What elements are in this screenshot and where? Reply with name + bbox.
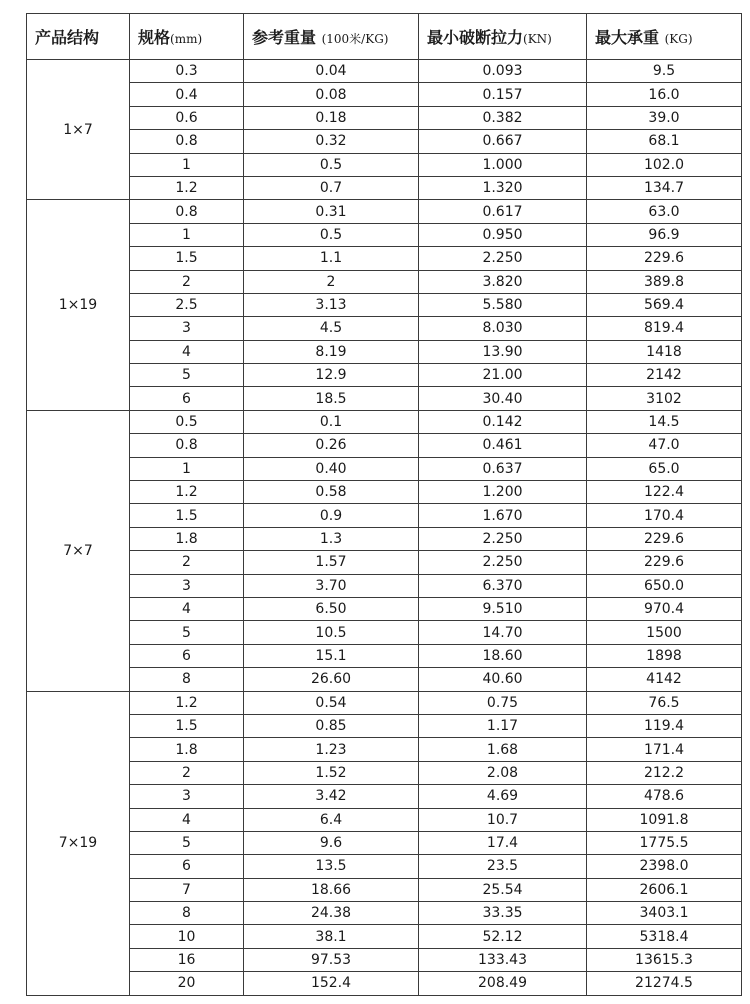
- spec-cell: 1: [130, 457, 244, 480]
- break-force-cell: 1.68: [419, 738, 587, 761]
- max-load-cell: 478.6: [587, 785, 742, 808]
- table-row: [27, 434, 742, 457]
- weight-cell: 0.5: [244, 153, 419, 176]
- weight-cell: 26.60: [244, 668, 419, 691]
- weight-cell: 15.1: [244, 644, 419, 667]
- break-force-cell: 5.580: [419, 293, 587, 316]
- break-force-cell: 23.5: [419, 855, 587, 878]
- table-row: [27, 60, 742, 83]
- table-row: [27, 808, 742, 831]
- spec-cell: 0.8: [130, 200, 244, 223]
- table-row: [27, 481, 742, 504]
- break-force-cell: 52.12: [419, 925, 587, 948]
- spec-cell: 7: [130, 878, 244, 901]
- break-force-cell: 10.7: [419, 808, 587, 831]
- max-load-cell: 2142: [587, 364, 742, 387]
- table-row: [27, 644, 742, 667]
- weight-cell: 3.70: [244, 574, 419, 597]
- structure-cell: 7×7: [27, 410, 130, 691]
- max-load-cell: 171.4: [587, 738, 742, 761]
- spec-cell: 0.6: [130, 106, 244, 129]
- table-row: [27, 691, 742, 714]
- weight-cell: 2: [244, 270, 419, 293]
- spec-cell: 6: [130, 855, 244, 878]
- max-load-cell: 102.0: [587, 153, 742, 176]
- max-load-cell: 1898: [587, 644, 742, 667]
- max-load-cell: 389.8: [587, 270, 742, 293]
- spec-cell: 4: [130, 597, 244, 620]
- break-force-cell: 2.250: [419, 527, 587, 550]
- spec-cell: 1.2: [130, 481, 244, 504]
- break-force-cell: 40.60: [419, 668, 587, 691]
- max-load-cell: 13615.3: [587, 948, 742, 971]
- max-load-cell: 134.7: [587, 176, 742, 199]
- max-load-cell: 68.1: [587, 130, 742, 153]
- header-spec: 规格(mm): [130, 14, 244, 60]
- table-row: [27, 948, 742, 971]
- break-force-cell: 0.637: [419, 457, 587, 480]
- weight-cell: 0.7: [244, 176, 419, 199]
- max-load-cell: 21274.5: [587, 972, 742, 995]
- table-row: [27, 317, 742, 340]
- break-force-cell: 0.157: [419, 83, 587, 106]
- break-force-cell: 30.40: [419, 387, 587, 410]
- table-row: [27, 340, 742, 363]
- table-row: [27, 785, 742, 808]
- table-row: [27, 668, 742, 691]
- max-load-cell: 5318.4: [587, 925, 742, 948]
- spec-cell: 3: [130, 785, 244, 808]
- table-row: [27, 902, 742, 925]
- spec-cell: 5: [130, 621, 244, 644]
- weight-cell: 152.4: [244, 972, 419, 995]
- break-force-cell: 1.670: [419, 504, 587, 527]
- weight-cell: 0.1: [244, 410, 419, 433]
- max-load-cell: 569.4: [587, 293, 742, 316]
- weight-cell: 1.3: [244, 527, 419, 550]
- table-row: [27, 223, 742, 246]
- spec-cell: 1.5: [130, 247, 244, 270]
- weight-cell: 6.50: [244, 597, 419, 620]
- weight-cell: 0.40: [244, 457, 419, 480]
- spec-cell: 10: [130, 925, 244, 948]
- max-load-cell: 1418: [587, 340, 742, 363]
- break-force-cell: 0.667: [419, 130, 587, 153]
- spec-cell: 4: [130, 340, 244, 363]
- max-load-cell: 96.9: [587, 223, 742, 246]
- max-load-cell: 650.0: [587, 574, 742, 597]
- structure-cell: 1×7: [27, 60, 130, 200]
- break-force-cell: 0.617: [419, 200, 587, 223]
- break-force-cell: 1.000: [419, 153, 587, 176]
- max-load-cell: 119.4: [587, 714, 742, 737]
- break-force-cell: 8.030: [419, 317, 587, 340]
- spec-cell: 1: [130, 153, 244, 176]
- table-row: [27, 621, 742, 644]
- table-row: [27, 293, 742, 316]
- table-row: [27, 738, 742, 761]
- break-force-cell: 208.49: [419, 972, 587, 995]
- max-load-cell: 819.4: [587, 317, 742, 340]
- spec-cell: 6: [130, 387, 244, 410]
- spec-cell: 0.8: [130, 130, 244, 153]
- weight-cell: 1.57: [244, 551, 419, 574]
- weight-cell: 97.53: [244, 948, 419, 971]
- max-load-cell: 63.0: [587, 200, 742, 223]
- max-load-cell: 65.0: [587, 457, 742, 480]
- table-row: [27, 527, 742, 550]
- max-load-cell: 229.6: [587, 527, 742, 550]
- max-load-cell: 212.2: [587, 761, 742, 784]
- spec-cell: 2.5: [130, 293, 244, 316]
- table-row: [27, 551, 742, 574]
- break-force-cell: 13.90: [419, 340, 587, 363]
- table-row: [27, 410, 742, 433]
- spec-cell: 1: [130, 223, 244, 246]
- break-force-cell: 0.950: [419, 223, 587, 246]
- spec-cell: 3: [130, 574, 244, 597]
- max-load-cell: 2398.0: [587, 855, 742, 878]
- spec-cell: 1.8: [130, 738, 244, 761]
- break-force-cell: 14.70: [419, 621, 587, 644]
- max-load-cell: 2606.1: [587, 878, 742, 901]
- weight-cell: 10.5: [244, 621, 419, 644]
- spec-cell: 4: [130, 808, 244, 831]
- weight-cell: 18.66: [244, 878, 419, 901]
- spec-cell: 5: [130, 364, 244, 387]
- break-force-cell: 1.320: [419, 176, 587, 199]
- weight-cell: 0.32: [244, 130, 419, 153]
- weight-cell: 0.26: [244, 434, 419, 457]
- weight-cell: 3.13: [244, 293, 419, 316]
- max-load-cell: 47.0: [587, 434, 742, 457]
- table-row: [27, 574, 742, 597]
- table-row: [27, 855, 742, 878]
- spec-cell: 1.5: [130, 504, 244, 527]
- break-force-cell: 3.820: [419, 270, 587, 293]
- weight-cell: 0.9: [244, 504, 419, 527]
- weight-cell: 4.5: [244, 317, 419, 340]
- table-row: [27, 387, 742, 410]
- weight-cell: 8.19: [244, 340, 419, 363]
- table-row: [27, 83, 742, 106]
- table-row: [27, 200, 742, 223]
- max-load-cell: 76.5: [587, 691, 742, 714]
- weight-cell: 18.5: [244, 387, 419, 410]
- max-load-cell: 39.0: [587, 106, 742, 129]
- table-row: [27, 153, 742, 176]
- table-row: [27, 925, 742, 948]
- spec-cell: 8: [130, 902, 244, 925]
- max-load-cell: 3403.1: [587, 902, 742, 925]
- break-force-cell: 1.17: [419, 714, 587, 737]
- table-row: [27, 247, 742, 270]
- table-row: [27, 831, 742, 854]
- spec-cell: 3: [130, 317, 244, 340]
- max-load-cell: 14.5: [587, 410, 742, 433]
- weight-cell: 1.1: [244, 247, 419, 270]
- header-max-load: 最大承重 (KG): [587, 14, 742, 60]
- max-load-cell: 9.5: [587, 60, 742, 83]
- break-force-cell: 4.69: [419, 785, 587, 808]
- max-load-cell: 1091.8: [587, 808, 742, 831]
- weight-cell: 13.5: [244, 855, 419, 878]
- max-load-cell: 122.4: [587, 481, 742, 504]
- spec-cell: 1.5: [130, 714, 244, 737]
- table-row: [27, 761, 742, 784]
- weight-cell: 0.18: [244, 106, 419, 129]
- spec-cell: 16: [130, 948, 244, 971]
- table-row: [27, 457, 742, 480]
- spec-cell: 2: [130, 551, 244, 574]
- spec-cell: 0.4: [130, 83, 244, 106]
- break-force-cell: 25.54: [419, 878, 587, 901]
- break-force-cell: 0.75: [419, 691, 587, 714]
- weight-cell: 6.4: [244, 808, 419, 831]
- structure-cell: 1×19: [27, 200, 130, 411]
- spec-cell: 0.3: [130, 60, 244, 83]
- header-row: [27, 14, 742, 60]
- weight-cell: 0.08: [244, 83, 419, 106]
- spec-cell: 20: [130, 972, 244, 995]
- table-row: [27, 270, 742, 293]
- spec-cell: 0.5: [130, 410, 244, 433]
- max-load-cell: 229.6: [587, 551, 742, 574]
- spec-cell: 2: [130, 761, 244, 784]
- weight-cell: 0.31: [244, 200, 419, 223]
- structure-cell: 7×19: [27, 691, 130, 995]
- break-force-cell: 0.461: [419, 434, 587, 457]
- max-load-cell: 3102: [587, 387, 742, 410]
- spec-cell: 1.8: [130, 527, 244, 550]
- break-force-cell: 1.200: [419, 481, 587, 504]
- spec-cell: 0.8: [130, 434, 244, 457]
- max-load-cell: 970.4: [587, 597, 742, 620]
- table-row: [27, 106, 742, 129]
- break-force-cell: 17.4: [419, 831, 587, 854]
- weight-cell: 24.38: [244, 902, 419, 925]
- weight-cell: 0.58: [244, 481, 419, 504]
- spec-cell: 2: [130, 270, 244, 293]
- header-weight: 参考重量 (100米/KG): [244, 14, 419, 60]
- spec-cell: 8: [130, 668, 244, 691]
- break-force-cell: 9.510: [419, 597, 587, 620]
- table-row: [27, 130, 742, 153]
- max-load-cell: 1500: [587, 621, 742, 644]
- table-row: [27, 714, 742, 737]
- break-force-cell: 2.08: [419, 761, 587, 784]
- spec-cell: 5: [130, 831, 244, 854]
- break-force-cell: 2.250: [419, 247, 587, 270]
- wire-rope-spec-table: [26, 13, 742, 996]
- weight-cell: 9.6: [244, 831, 419, 854]
- table-row: [27, 504, 742, 527]
- break-force-cell: 21.00: [419, 364, 587, 387]
- weight-cell: 0.54: [244, 691, 419, 714]
- weight-cell: 12.9: [244, 364, 419, 387]
- break-force-cell: 0.093: [419, 60, 587, 83]
- weight-cell: 0.85: [244, 714, 419, 737]
- weight-cell: 38.1: [244, 925, 419, 948]
- weight-cell: 3.42: [244, 785, 419, 808]
- spec-cell: 1.2: [130, 691, 244, 714]
- break-force-cell: 6.370: [419, 574, 587, 597]
- spec-cell: 1.2: [130, 176, 244, 199]
- table-row: [27, 364, 742, 387]
- max-load-cell: 229.6: [587, 247, 742, 270]
- break-force-cell: 0.382: [419, 106, 587, 129]
- table-row: [27, 878, 742, 901]
- break-force-cell: 18.60: [419, 644, 587, 667]
- table-row: [27, 597, 742, 620]
- max-load-cell: 170.4: [587, 504, 742, 527]
- spec-cell: 6: [130, 644, 244, 667]
- max-load-cell: 4142: [587, 668, 742, 691]
- break-force-cell: 33.35: [419, 902, 587, 925]
- weight-cell: 0.5: [244, 223, 419, 246]
- header-break-force: 最小破断拉力(KN): [419, 14, 587, 60]
- max-load-cell: 1775.5: [587, 831, 742, 854]
- table-row: [27, 972, 742, 995]
- break-force-cell: 133.43: [419, 948, 587, 971]
- break-force-cell: 2.250: [419, 551, 587, 574]
- max-load-cell: 16.0: [587, 83, 742, 106]
- table-body: [27, 60, 742, 996]
- table-row: [27, 176, 742, 199]
- weight-cell: 0.04: [244, 60, 419, 83]
- break-force-cell: 0.142: [419, 410, 587, 433]
- header-structure: 产品结构: [27, 14, 130, 60]
- weight-cell: 1.23: [244, 738, 419, 761]
- weight-cell: 1.52: [244, 761, 419, 784]
